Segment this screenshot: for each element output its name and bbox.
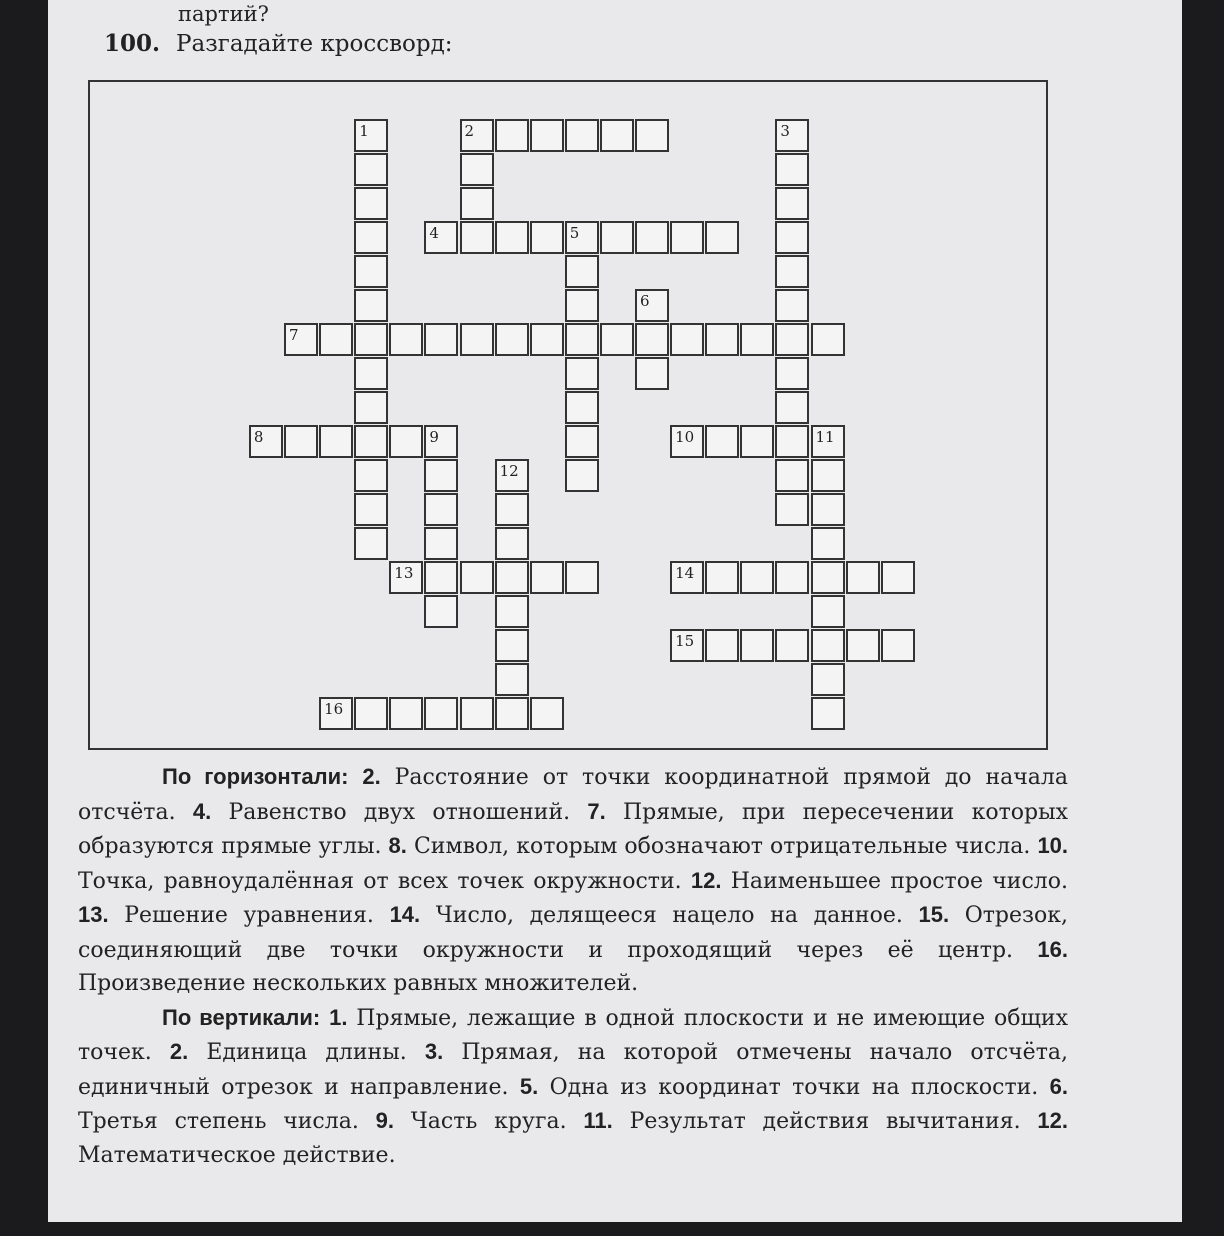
crossword-cell[interactable] [495, 595, 529, 628]
crossword-cell[interactable] [775, 255, 809, 288]
crossword-cell[interactable] [846, 629, 880, 662]
clue-number: 11 [815, 428, 835, 446]
crossword-cell[interactable] [460, 323, 494, 356]
crossword-cell[interactable] [705, 425, 739, 458]
clue-number: 3. [424, 1039, 444, 1064]
vertical-clues [78, 1001, 1068, 1173]
crossword-cell[interactable] [460, 153, 494, 186]
clue-text: Расстояние от точки координатной прямой до начала отсчёта. [78, 765, 1068, 825]
crossword-cell[interactable] [670, 221, 704, 254]
crossword-cell[interactable] [811, 323, 845, 356]
crossword-cell[interactable] [811, 595, 845, 628]
crossword-cell[interactable] [775, 221, 809, 254]
crossword-cell[interactable] [705, 221, 739, 254]
crossword-cell[interactable] [530, 323, 564, 356]
crossword-cell[interactable] [565, 119, 599, 152]
crossword-cell[interactable] [495, 323, 529, 356]
clue-text: Третья степень числа. [78, 1109, 359, 1134]
clue-number: 5. [519, 1073, 539, 1099]
crossword-cell[interactable] [775, 153, 809, 186]
crossword-cell[interactable] [530, 119, 564, 152]
crossword-cell[interactable] [354, 119, 388, 152]
crossword-cell[interactable] [811, 493, 845, 526]
crossword-cell[interactable] [565, 323, 599, 356]
clue-text: Одна из координат точки на плоскости. [549, 1074, 1039, 1100]
vertical-label: По вертикали: [162, 1004, 321, 1030]
task-title: Разгадайте кроссворд: [176, 31, 453, 57]
crossword-cell[interactable] [389, 323, 423, 356]
crossword-cell[interactable] [495, 697, 529, 730]
crossword-cell[interactable] [495, 527, 529, 560]
crossword-cell[interactable] [565, 255, 599, 288]
crossword-cell[interactable] [530, 697, 564, 730]
crossword-cell[interactable] [635, 357, 669, 390]
crossword-cell[interactable] [600, 119, 634, 152]
clue-number: 16 [324, 700, 344, 718]
crossword-cell[interactable] [565, 425, 599, 458]
crossword-cell[interactable] [389, 697, 423, 730]
textbook-page [48, 0, 1182, 1222]
clue-number: 2. [169, 1039, 189, 1064]
clue-number: 15. [918, 902, 950, 927]
crossword-cell[interactable] [565, 357, 599, 390]
crossword-cell[interactable] [811, 697, 845, 730]
crossword-cell[interactable] [389, 561, 423, 594]
crossword-cell[interactable] [495, 119, 529, 152]
crossword-frame [88, 80, 1048, 750]
crossword-cell[interactable] [775, 459, 809, 492]
horizontal-label: По горизонтали: [162, 764, 349, 789]
clue-number: 12 [499, 462, 519, 480]
clue-number: 5 [569, 224, 580, 242]
clue-text: Прямые, лежащие в одной плоскости и не имеющие общих точек. [78, 1005, 1068, 1065]
clue-number: 6 [640, 292, 650, 310]
crossword-cell[interactable] [319, 425, 353, 458]
crossword-cell[interactable] [600, 323, 634, 356]
clue-number: 14 [675, 564, 695, 582]
crossword-cell[interactable] [775, 357, 809, 390]
clue-text: Отрезок, соединяющий две точки окружности и проходящий через её центр. [78, 903, 1069, 963]
clue-number: 8 [253, 428, 264, 446]
crossword-cell[interactable] [354, 221, 388, 254]
crossword-cell[interactable] [670, 561, 704, 594]
clue-number: 6. [1049, 1073, 1068, 1099]
crossword-cell[interactable] [354, 187, 388, 220]
clue-number: 4 [429, 224, 439, 242]
crossword-cell[interactable] [284, 323, 318, 356]
crossword-cell[interactable] [635, 119, 669, 152]
clue-number: 10 [675, 428, 695, 446]
clue-text: Точка, равноудалённая от всех точек окружности. [78, 868, 682, 894]
clue-number: 3 [780, 122, 790, 140]
crossword-cell[interactable] [424, 697, 458, 730]
crossword-cell[interactable] [775, 289, 809, 322]
crossword-cell[interactable] [881, 629, 915, 662]
crossword-cell[interactable] [670, 425, 704, 458]
clue-number: 7 [289, 326, 299, 344]
crossword-cell[interactable] [354, 527, 388, 560]
crossword-cell[interactable] [775, 629, 809, 662]
crossword-cell[interactable] [424, 221, 458, 254]
crossword-cell[interactable] [424, 493, 458, 526]
clue-text: Равенство двух отношений. [228, 799, 571, 825]
horizontal-clues [78, 760, 1068, 1001]
clue-number: 15 [675, 632, 695, 650]
crossword-cell[interactable] [354, 391, 388, 424]
clue-number: 14. [389, 902, 421, 927]
crossword-cell[interactable] [811, 629, 845, 662]
crossword-cell[interactable] [424, 425, 458, 458]
crossword-cell[interactable] [705, 629, 739, 662]
clue-number: 12. [690, 867, 722, 893]
crossword-cell[interactable] [495, 221, 529, 254]
crossword-cell[interactable] [319, 323, 353, 356]
crossword-cell[interactable] [740, 561, 774, 594]
crossword-cell[interactable] [424, 595, 458, 628]
crossword-cell[interactable] [565, 561, 599, 594]
clue-number: 13 [394, 564, 414, 582]
clue-number: 10. [1037, 833, 1069, 858]
crossword-cell[interactable] [460, 187, 494, 220]
clue-number: 4. [192, 798, 212, 824]
crossword-cell[interactable] [775, 323, 809, 356]
crossword-cell[interactable] [635, 323, 669, 356]
crossword-cell[interactable] [354, 153, 388, 186]
clue-number: 9. [375, 1108, 394, 1133]
clues [78, 760, 1068, 1172]
crossword-cell[interactable] [424, 323, 458, 356]
clue-number: 1 [359, 122, 369, 140]
crossword-cell[interactable] [670, 323, 704, 356]
clue-text: Результат действия вычитания. [629, 1109, 1021, 1134]
crossword-cell[interactable] [460, 221, 494, 254]
crossword-cell[interactable] [354, 255, 388, 288]
crossword-cell[interactable] [460, 697, 494, 730]
crossword-cell[interactable] [389, 425, 423, 458]
clue-text: Часть круга. [410, 1109, 567, 1134]
crossword-cell[interactable] [775, 187, 809, 220]
clue-number: 13. [78, 902, 109, 927]
crossword-cell[interactable] [354, 459, 388, 492]
clue-number: 16. [1037, 936, 1068, 962]
crossword-cell[interactable] [495, 663, 529, 696]
clue-text: Число, делящееся нацело на данное. [435, 903, 903, 928]
crossword-cell[interactable] [530, 221, 564, 254]
crossword-cell[interactable] [354, 425, 388, 458]
clue-number: 7. [587, 798, 606, 824]
crossword-cell[interactable] [424, 527, 458, 560]
crossword-cell[interactable] [635, 221, 669, 254]
crossword-cell[interactable] [811, 663, 845, 696]
crossword-cell[interactable] [565, 289, 599, 322]
clue-text: Символ, которым обозначают отрицательные числа. [413, 834, 1031, 859]
crossword-cell[interactable] [635, 289, 669, 322]
crossword-cell[interactable] [460, 561, 494, 594]
clue-number: 2. [362, 764, 381, 789]
clue-number: 12. [1037, 1108, 1068, 1133]
crossword-cell[interactable] [881, 561, 915, 594]
clue-number: 11. [583, 1108, 613, 1133]
crossword-cell[interactable] [424, 561, 458, 594]
task-heading [104, 30, 453, 57]
crossword-cell[interactable] [775, 119, 809, 152]
clue-text: Прямая, на которой отмечены начало отсчёта, единичный отрезок и направление. [78, 1040, 1068, 1100]
clue-text: Прямые, при пересечении которых образуются прямые углы. [78, 799, 1068, 859]
clue-text: Наименьшее простое число. [730, 868, 1068, 894]
crossword-cell[interactable] [670, 629, 704, 662]
crossword-cell[interactable] [284, 425, 318, 458]
crossword-cell[interactable] [811, 527, 845, 560]
crossword-cell[interactable] [705, 323, 739, 356]
crossword-cell[interactable] [600, 221, 634, 254]
crossword-cell[interactable] [249, 425, 283, 458]
crossword-cell[interactable] [354, 289, 388, 322]
crossword-cell[interactable] [846, 561, 880, 594]
crossword-cell[interactable] [460, 119, 494, 152]
crossword-cell[interactable] [530, 561, 564, 594]
crossword-cell[interactable] [740, 629, 774, 662]
crossword-cell[interactable] [775, 561, 809, 594]
crossword-cell[interactable] [354, 357, 388, 390]
crossword-cell[interactable] [565, 221, 599, 254]
clue-text: Единица длины. [206, 1040, 407, 1065]
task-number: 100. [104, 30, 161, 57]
clue-text: Математическое действие. [78, 1142, 396, 1168]
crossword-cell[interactable] [811, 425, 845, 458]
previous-text: партий? [178, 2, 269, 26]
clue-number: 1. [329, 1004, 348, 1030]
crossword-cell[interactable] [495, 493, 529, 526]
crossword-cell[interactable] [565, 459, 599, 492]
crossword-cell[interactable] [775, 493, 809, 526]
crossword-cell[interactable] [775, 425, 809, 458]
crossword-cell[interactable] [424, 459, 458, 492]
crossword-cell[interactable] [740, 425, 774, 458]
crossword-cell[interactable] [495, 459, 529, 492]
clue-number: 2 [464, 122, 475, 140]
crossword-cell[interactable] [354, 323, 388, 356]
crossword-cell[interactable] [495, 561, 529, 594]
crossword-cell[interactable] [319, 697, 353, 730]
crossword-cell[interactable] [775, 391, 809, 424]
crossword-cell[interactable] [565, 391, 599, 424]
clue-number: 9 [429, 428, 439, 446]
crossword-cell[interactable] [740, 323, 774, 356]
crossword-cell[interactable] [705, 561, 739, 594]
clue-text: Решение уравнения. [124, 903, 374, 928]
clue-number: 8. [388, 833, 407, 858]
crossword-cell[interactable] [354, 493, 388, 526]
crossword-cell[interactable] [354, 697, 388, 730]
crossword-cell[interactable] [811, 561, 845, 594]
crossword-cell[interactable] [495, 629, 529, 662]
crossword-cell[interactable] [811, 459, 845, 492]
clue-text: Произведение нескольких равных множителей. [78, 971, 639, 996]
